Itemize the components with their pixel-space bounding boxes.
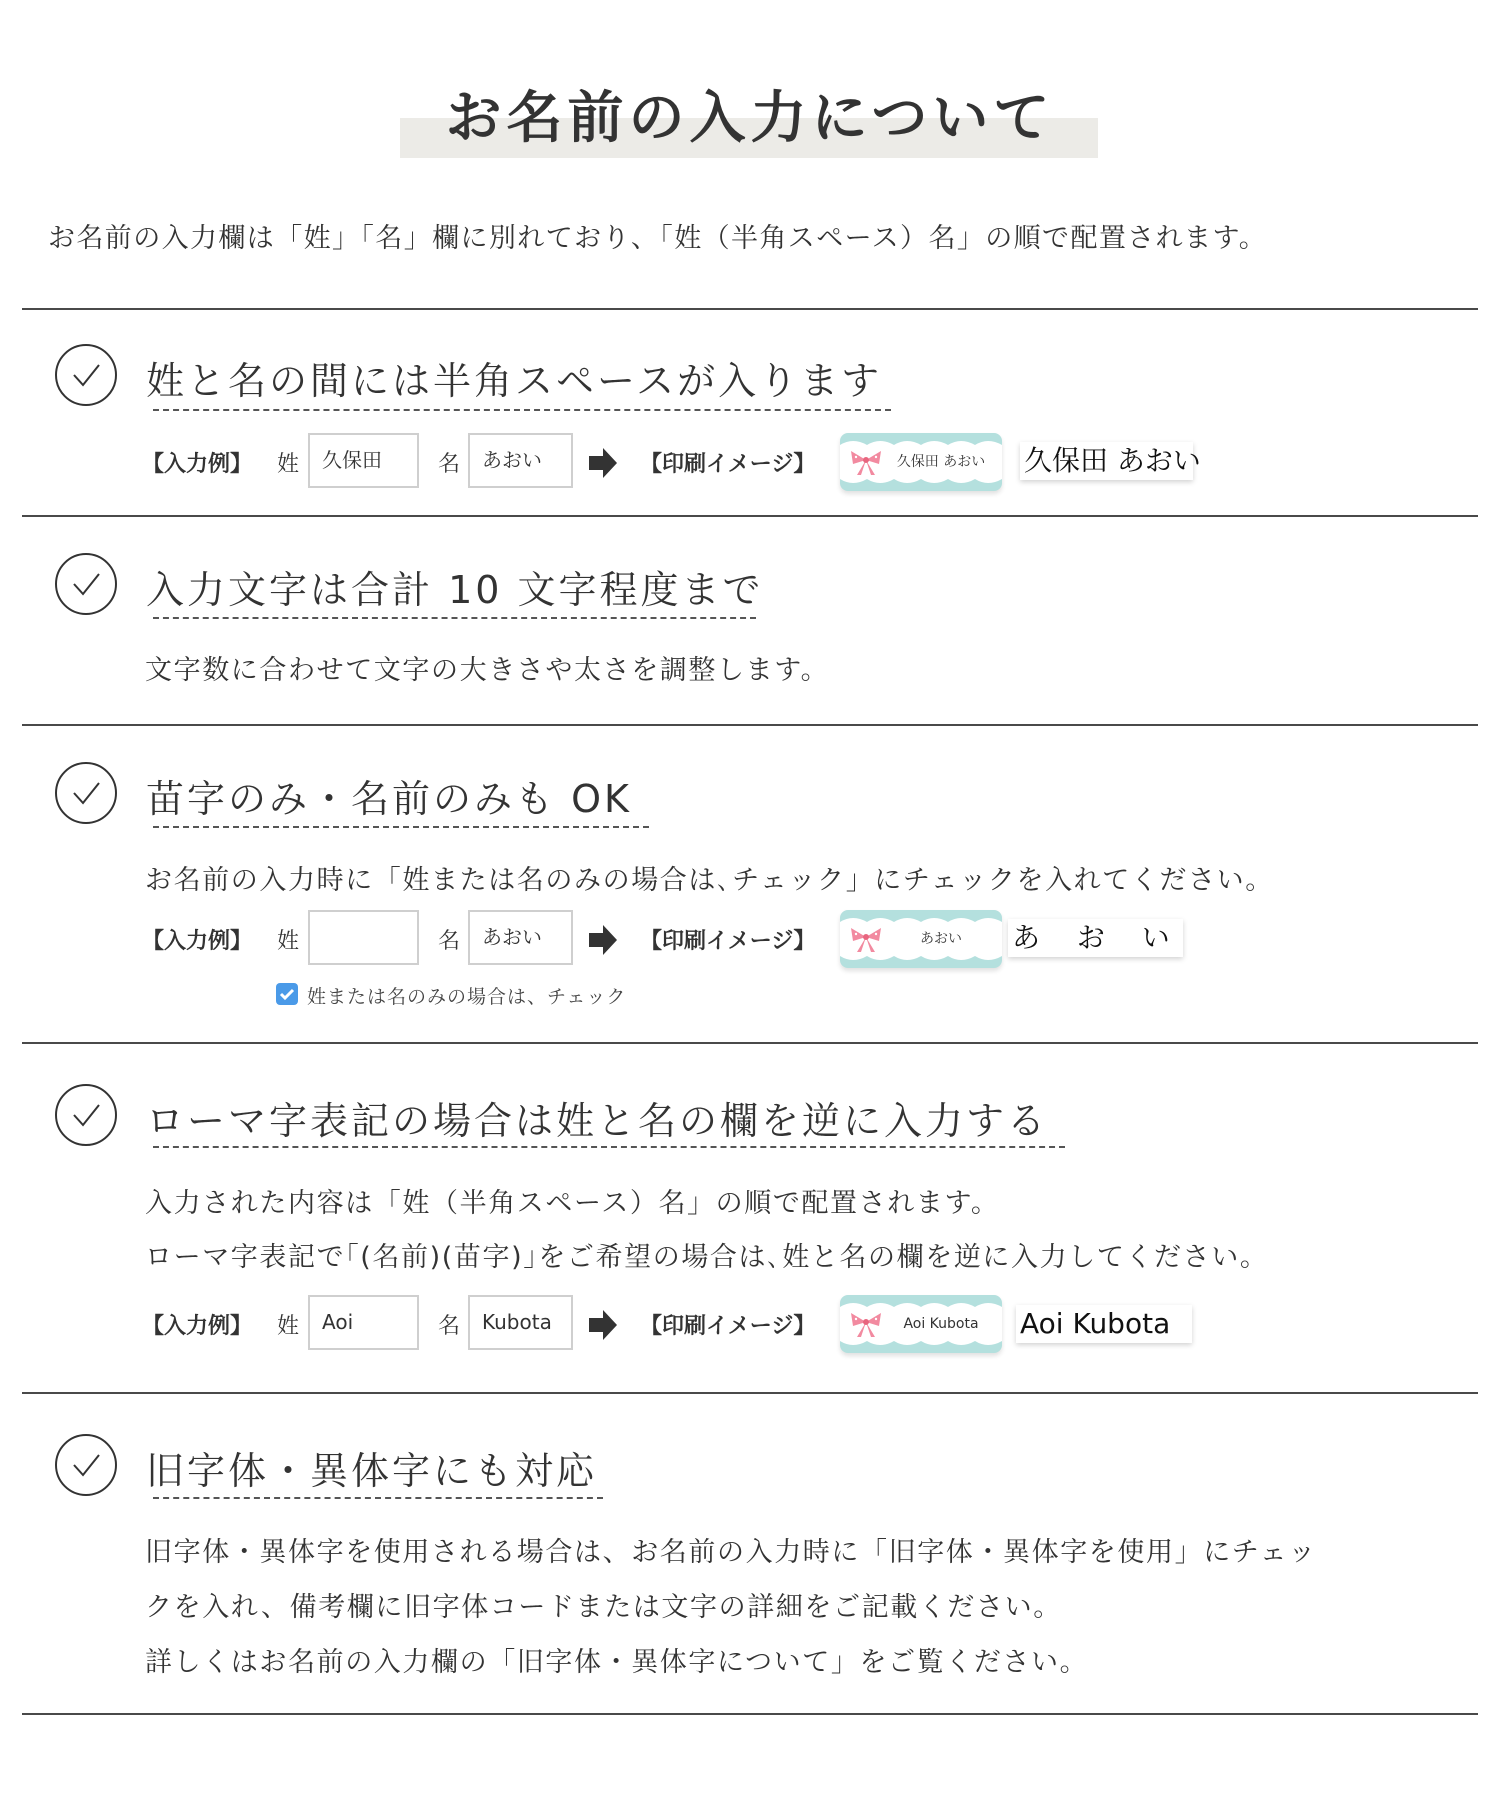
single-name-checkbox[interactable] — [276, 983, 298, 1005]
last-name-input[interactable] — [308, 910, 419, 965]
section-body: 文字数に合わせて文字の大きさや太さを調整します。 — [145, 655, 830, 686]
dashed-underline — [153, 1497, 603, 1499]
arrow-right-icon — [589, 1310, 617, 1340]
ribbon-bow-icon — [848, 1310, 884, 1338]
section-body: 旧字体・異体字を使用される場合は、お名前の入力時に「旧字体・異体字を使用」にチェッ — [145, 1537, 1317, 1568]
divider — [22, 1042, 1478, 1044]
first-name-label: 名 — [438, 452, 461, 477]
ribbon-bow-icon — [848, 448, 884, 476]
name-preview: Aoi Kubota — [1016, 1305, 1192, 1343]
label-name-text: Aoi Kubota — [903, 1316, 979, 1332]
section-title: 苗字のみ・名前のみも OK — [146, 777, 632, 821]
example-label: 【入力例】 — [142, 929, 253, 954]
check-circle-icon — [55, 344, 117, 406]
dashed-underline — [153, 1146, 1065, 1148]
page-title: お名前の入力について — [445, 86, 1055, 151]
dashed-underline — [153, 826, 649, 828]
check-circle-icon — [55, 762, 117, 824]
print-image-label: 【印刷イメージ】 — [640, 929, 816, 954]
section-title: 姓と名の間には半角スペースが入ります — [146, 359, 883, 403]
section-body: 詳しくはお名前の入力欄の「旧字体・異体字について」をご覧ください。 — [145, 1647, 1089, 1678]
checkmark-icon — [276, 983, 298, 1005]
divider — [22, 1713, 1478, 1715]
first-name-input[interactable]: Kubota — [468, 1295, 573, 1350]
section-title: 入力文字は合計 10 文字程度まで — [146, 568, 764, 612]
check-circle-icon — [55, 1084, 117, 1146]
name-preview: あ お い — [1008, 919, 1183, 957]
last-name-label: 姓 — [277, 929, 300, 954]
section-body: 入力された内容は「姓（半角スペース）名」の順で配置されます。 — [145, 1188, 1000, 1219]
first-name-label: 名 — [438, 929, 461, 954]
last-name-input[interactable]: 久保田 — [308, 433, 419, 488]
arrow-right-icon — [589, 925, 617, 955]
name-preview: 久保田 あおい — [1020, 442, 1193, 480]
divider — [22, 1392, 1478, 1394]
name-label-image — [840, 910, 1002, 968]
example-label: 【入力例】 — [142, 452, 253, 477]
section-body: クを入れ、備考欄に旧字体コードまたは文字の詳細をご記載ください。 — [145, 1592, 1062, 1623]
print-image-label: 【印刷イメージ】 — [640, 452, 816, 477]
check-circle-icon — [55, 1434, 117, 1496]
ribbon-bow-icon — [848, 925, 884, 953]
divider — [22, 308, 1478, 310]
checkbox-label: 姓または名のみの場合は、チェック — [307, 986, 627, 1008]
section-body: ローマ字表記で｢(名前)(苗字)｣をご希望の場合は､姓と名の欄を逆に入力してください。 — [145, 1242, 1269, 1273]
intro-text: お名前の入力欄は「姓」「名」欄に別れており、「姓（半角スペース）名」の順で配置されます。 — [48, 223, 1268, 254]
first-name-input[interactable]: あおい — [468, 433, 573, 488]
arrow-right-icon — [589, 448, 617, 478]
name-label-image — [840, 433, 1002, 491]
section-title: 旧字体・異体字にも対応 — [146, 1449, 598, 1493]
check-circle-icon — [55, 553, 117, 615]
label-name-text: 久保田 あおい — [896, 454, 986, 470]
divider — [22, 515, 1478, 517]
section-title: ローマ字表記の場合は姓と名の欄を逆に入力する — [146, 1099, 1049, 1143]
divider — [22, 724, 1478, 726]
last-name-input[interactable]: Aoi — [308, 1295, 419, 1350]
name-label-image — [840, 1295, 1002, 1353]
label-name-text: あおい — [920, 931, 962, 947]
first-name-label: 名 — [438, 1314, 461, 1339]
example-label: 【入力例】 — [142, 1314, 253, 1339]
print-image-label: 【印刷イメージ】 — [640, 1314, 816, 1339]
dashed-underline — [153, 409, 891, 411]
first-name-input[interactable]: あおい — [468, 910, 573, 965]
section-body: お名前の入力時に「姓または名のみの場合は､チェック」にチェックを入れてください。 — [145, 865, 1274, 896]
last-name-label: 姓 — [277, 452, 300, 477]
last-name-label: 姓 — [277, 1314, 300, 1339]
dashed-underline — [153, 617, 756, 619]
